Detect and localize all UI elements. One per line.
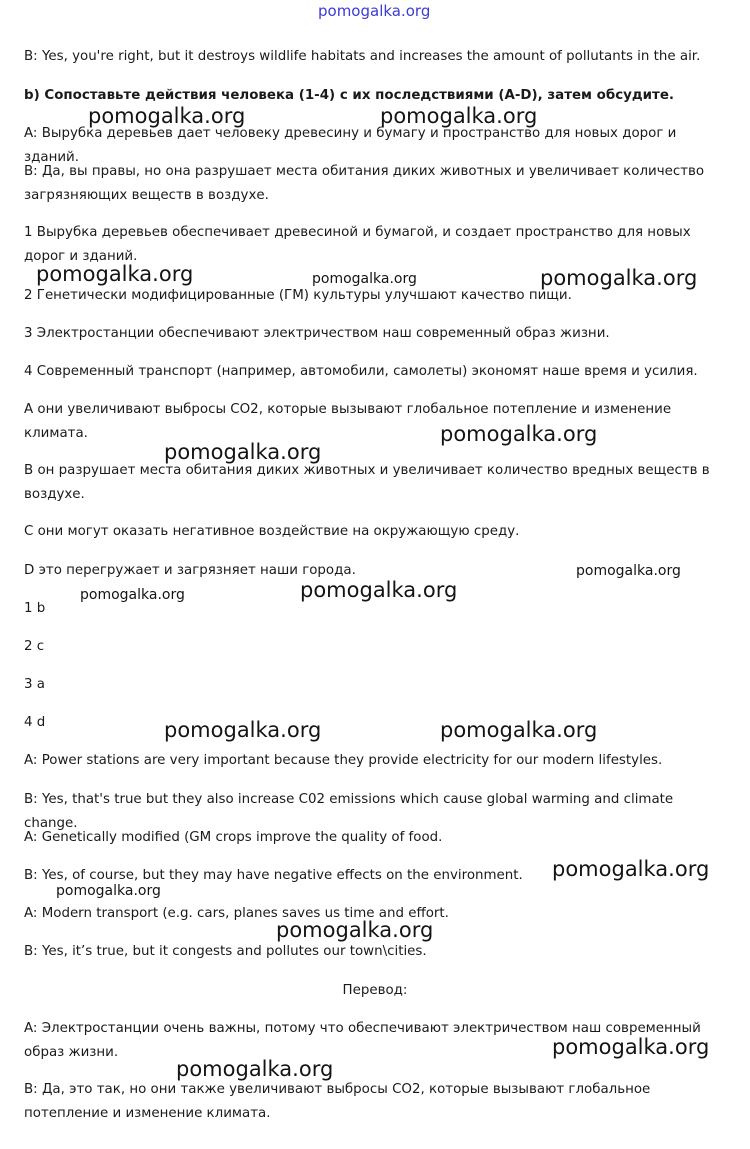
- watermark: pomogalka.org: [56, 883, 161, 899]
- watermark: pomogalka.org: [36, 262, 194, 286]
- watermark: pomogalka.org: [552, 1035, 710, 1059]
- watermark: pomogalka.org: [576, 563, 681, 579]
- watermark: pomogalka.org: [312, 271, 417, 287]
- answer-1: 1 b: [24, 601, 46, 616]
- paragraph-ru-a: A: Вырубка деревьев дает человеку древесину и бумагу и пространство для новых дорог и зданий.: [24, 126, 677, 165]
- watermark: pomogalka.org: [552, 857, 710, 881]
- action-item-3: 3 Электростанции обеспечивают электричеством наш современный образ жизни.: [24, 326, 610, 341]
- dialogue-transport-b: B: Yes, it’s true, but it congests and pollutes our town\cities.: [24, 944, 427, 959]
- watermark-top: pomogalka.org: [318, 2, 431, 20]
- consequence-a: A они увеличивают выбросы CO2, которые вызывают глобальное потепление и изменение климата.: [24, 402, 672, 441]
- watermark: pomogalka.org: [440, 718, 598, 742]
- watermark: pomogalka.org: [80, 587, 185, 603]
- watermark: pomogalka.org: [440, 422, 598, 446]
- paragraph-dialogue-b-intro: B: Yes, you're right, but it destroys wildlife habitats and increases the amount of pollutants in the air.: [24, 49, 701, 64]
- dialogue-gm-b: B: Yes, of course, but they may have negative effects on the environment.: [24, 868, 523, 883]
- action-item-4: 4 Современный транспорт (например, автомобили, самолеты) экономят наше время и усилия.: [24, 364, 698, 379]
- paragraph-ru-b: B: Да, вы правы, но она разрушает места обитания диких животных и увеличивает количество загрязняющих веществ в воздухе.: [24, 164, 705, 203]
- action-item-2: 2 Генетически модифицированные (ГМ) культуры улучшают качество пищи.: [24, 288, 572, 303]
- watermark: pomogalka.org: [164, 440, 322, 464]
- dialogue-gm-a: A: Genetically modified (GM crops improve the quality of food.: [24, 830, 443, 845]
- consequence-d: D это перегружает и загрязняет наши города.: [24, 563, 356, 578]
- watermark: pomogalka.org: [300, 578, 458, 602]
- answer-2: 2 c: [24, 639, 45, 654]
- watermark: pomogalka.org: [88, 104, 246, 128]
- translation-b: B: Да, это так, но они также увеличивают выбросы CO2, которые вызывают глобальное потепление и изменение климата.: [24, 1082, 651, 1121]
- consequence-b: B он разрушает места обитания диких животных и увеличивает количество вредных веществ в воздухе.: [24, 463, 710, 502]
- watermark: pomogalka.org: [176, 1057, 334, 1081]
- action-item-1: 1 Вырубка деревьев обеспечивает древесиной и бумагой, и создает пространство для новых дорог и зданий.: [24, 225, 691, 264]
- consequence-c: C они могут оказать негативное воздействие на окружающую среду.: [24, 524, 520, 539]
- task-heading: b) Сопоставьте действия человека (1-4) с их последствиями (A-D), затем обсудите.: [24, 88, 674, 103]
- answer-3: 3 a: [24, 677, 45, 692]
- watermark: pomogalka.org: [276, 918, 434, 942]
- translation-a: A: Электростанции очень важны, потому что обеспечивают электричеством наш современный образ жизни.: [24, 1021, 701, 1060]
- watermark: pomogalka.org: [540, 266, 698, 290]
- watermark: pomogalka.org: [380, 104, 538, 128]
- dialogue-power-b: B: Yes, that's true but they also increase C02 emissions which cause global warming and climate change.: [24, 792, 674, 831]
- translation-heading: Перевод:: [342, 983, 408, 998]
- answer-4: 4 d: [24, 715, 46, 730]
- dialogue-power-a: A: Power stations are very important because they provide electricity for our modern lifestyles.: [24, 753, 663, 768]
- dialogue-transport-a: A: Modern transport (e.g. cars, planes saves us time and effort.: [24, 906, 449, 921]
- watermark: pomogalka.org: [164, 718, 322, 742]
